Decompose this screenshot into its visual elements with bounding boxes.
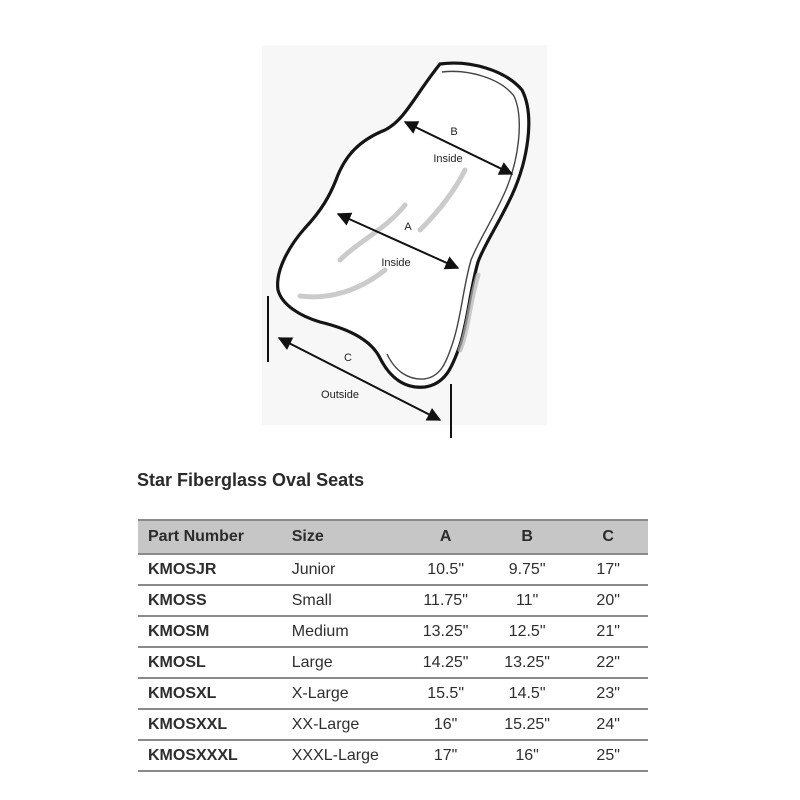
dimension-a-label: A: [404, 221, 412, 233]
table-row: [138, 616, 648, 647]
header-c: C: [568, 520, 648, 554]
table-row: [138, 678, 648, 709]
cell-c: 21": [568, 616, 648, 647]
cell-size: XXXL-Large: [292, 740, 406, 771]
cell-b: 11": [486, 585, 568, 616]
table-header-row: [138, 520, 648, 554]
cell-a: 16": [405, 709, 486, 740]
table-row: [138, 709, 648, 740]
header-size: Size: [292, 520, 406, 554]
seat-size-table: [138, 519, 648, 772]
header-a: A: [405, 520, 486, 554]
cell-part-number: KMOSL: [138, 647, 292, 678]
cell-b: 16": [486, 740, 568, 771]
cell-part-number: KMOSM: [138, 616, 292, 647]
cell-b: 9.75": [486, 554, 568, 585]
cell-a: 15.5": [405, 678, 486, 709]
cell-c: 22": [568, 647, 648, 678]
cell-part-number: KMOSS: [138, 585, 292, 616]
cell-size: XX-Large: [292, 709, 406, 740]
dimension-c-label: C: [344, 352, 352, 364]
cell-a: 14.25": [405, 647, 486, 678]
cell-part-number: KMOSXXXL: [138, 740, 292, 771]
cell-part-number: KMOSXXL: [138, 709, 292, 740]
cell-size: Large: [292, 647, 406, 678]
dimension-a-sublabel: Inside: [381, 257, 411, 269]
cell-c: 17": [568, 554, 648, 585]
dimension-b-label: B: [450, 126, 458, 138]
cell-a: 17": [405, 740, 486, 771]
table-row: [138, 585, 648, 616]
table-row: [138, 554, 648, 585]
dimension-c-sublabel: Outside: [321, 389, 359, 401]
cell-part-number: KMOSXL: [138, 678, 292, 709]
cell-a: 13.25": [405, 616, 486, 647]
header-part-number: Part Number: [138, 520, 292, 554]
cell-b: 14.5": [486, 678, 568, 709]
cell-size: Small: [292, 585, 406, 616]
cell-b: 15.25": [486, 709, 568, 740]
cell-b: 13.25": [486, 647, 568, 678]
cell-a: 11.75": [405, 585, 486, 616]
page-title: Star Fiberglass Oval Seats: [137, 470, 365, 490]
cell-b: 12.5": [486, 616, 568, 647]
cell-size: Junior: [292, 554, 406, 585]
cell-c: 20": [568, 585, 648, 616]
table-row: [138, 740, 648, 771]
cell-a: 10.5": [405, 554, 486, 585]
header-b: B: [486, 520, 568, 554]
table-row: [138, 647, 648, 678]
cell-part-number: KMOSJR: [138, 554, 292, 585]
cell-size: Medium: [292, 616, 406, 647]
dimension-b-sublabel: Inside: [433, 153, 463, 165]
cell-c: 23": [568, 678, 648, 709]
cell-c: 25": [568, 740, 648, 771]
cell-c: 24": [568, 709, 648, 740]
cell-size: X-Large: [292, 678, 406, 709]
